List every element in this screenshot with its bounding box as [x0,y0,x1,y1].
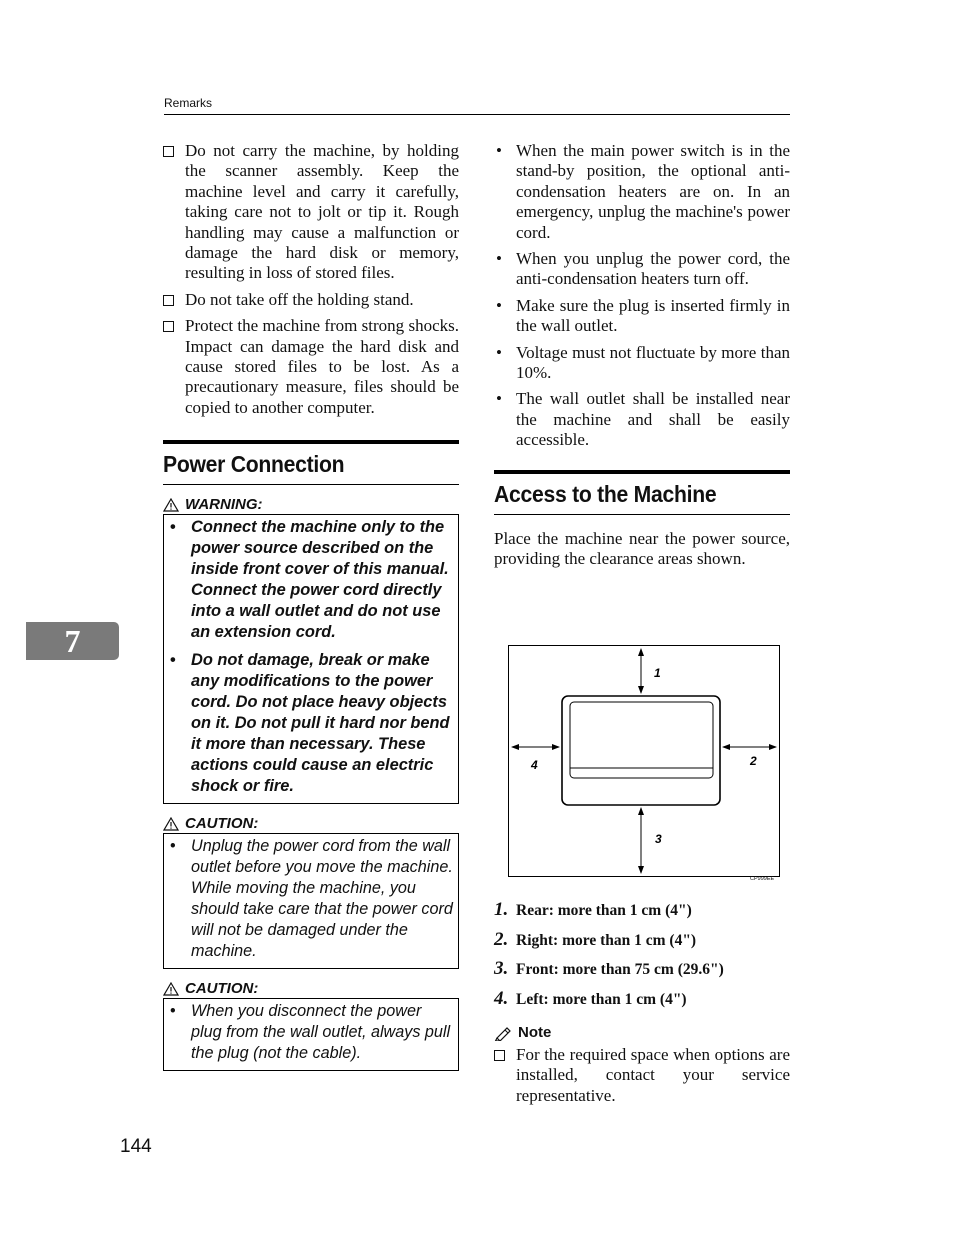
clearance-diagram [508,645,780,877]
bullet-icon: • [496,295,502,315]
note-list [494,1045,790,1106]
running-header: Remarks [164,96,213,110]
caution-box [163,998,459,1071]
caution-heading: CAUTION: [163,815,459,832]
warning-item: • Connect the machine only to the power source described on the inside front cover of this manual. Connect the power cord directly into a wall outlet and do not use an extension cord. [170,518,449,642]
page-number: 144 [120,1136,152,1157]
bullet-item: • When you unplug the power cord, the anti-condensation heaters turn off. [496,249,790,289]
clearance-item: 3. Front: more than 75 cm (29.6") [494,958,724,980]
caution-heading: CAUTION: [163,980,459,997]
section-title: Access to the Machine [494,480,717,507]
warning-triangle-icon [163,498,179,512]
note-heading: Note [494,1024,790,1041]
checkbox-bullet-icon [163,146,174,157]
note-section [494,1024,790,1112]
chapter-number: 7 [64,623,81,659]
bullet-icon: • [496,249,502,269]
bullet-icon: • [170,651,176,670]
power-bullets [494,141,790,451]
bullet-item: • Voltage must not fluctuate by more than 10%. [496,342,790,383]
bullet-icon: • [170,837,176,856]
clearance-item: 1. Rear: more than 1 cm (4") [494,899,692,920]
bullet-item: • When the main power switch is in the stand-by position, the optional anti-condensation heaters are on. In an emergency, unplug the machine's power cord. [496,141,790,242]
checkbox-bullet-icon [494,1050,505,1061]
pencil-icon [494,1025,512,1041]
remark-item: Do not carry the machine, by holding the scanner assembly. Keep the machine level and carry it carefully, taking care not to jolt or tip it. Rough handling may cause a malfunction or damage the hard disk or memory, resulting in loss of stored files. [163,141,459,284]
diagram-label-rear: 1 [654,666,661,680]
chapter-tab [26,622,119,660]
access-intro: Place the machine near the power source, providing the clearance areas shown. [494,528,790,569]
section-title: Power Connection [163,451,345,478]
bullet-icon: • [170,1002,176,1021]
clearance-item: 2. Right: more than 1 cm (4") [494,928,697,950]
bullet-icon: • [496,389,502,409]
diagram-label-left: 4 [531,758,538,772]
header-rule [164,114,790,115]
warning-triangle-icon [163,817,179,831]
note-item: For the required space when options are installed, contact your service representative. [494,1045,790,1106]
diagram-label-front: 3 [655,832,662,846]
clearance-diagram-drawing [509,646,779,876]
remarks-list [163,141,459,418]
warning-item: • Do not damage, break or make any modifications to the power cord. Do not place heavy objects on it. Do not pull it hard nor bend it more than necessary. These actions could cause an electric shock or fire. [170,651,450,796]
caution-box [163,833,459,969]
caution-item: • Unplug the power cord from the wall outlet before you move the machine. While moving the machine, you should take care that the power cord will not be damaged under the machine. [170,837,453,961]
access-section [494,470,790,570]
diagram-label-right: 2 [750,754,757,768]
bullet-icon: • [496,342,502,362]
warning-box [163,514,459,804]
section-rule [494,514,790,515]
checkbox-bullet-icon [163,321,174,332]
checkbox-bullet-icon [163,295,174,306]
bullet-icon: • [496,141,502,160]
warning-heading: WARNING: [163,496,459,513]
bullet-item: • The wall outlet shall be installed near the machine and shall be easily accessible. [496,389,790,450]
clearance-item: 4. Left: more than 1 cm (4") [494,987,687,1009]
clearance-list [494,899,790,1017]
bullet-item: • Make sure the plug is inserted firmly in the wall outlet. [496,295,790,336]
power-connection-section [163,440,459,1071]
caution-item: • When you disconnect the power plug from the wall outlet, always pull the plug (not the cable). [170,1002,451,1063]
bullet-icon: • [170,518,176,537]
remark-item: Protect the machine from strong shocks. Impact can damage the hard disk and cause stored files to be lost. As a precautionary measure, files should be copied to another computer. [163,316,459,418]
figure-code: CP999EE [750,876,775,882]
section-rule [163,484,459,485]
warning-triangle-icon [163,982,179,996]
right-column [494,141,790,570]
left-column [163,141,459,1071]
remark-item: Do not take off the holding stand. [163,290,459,310]
